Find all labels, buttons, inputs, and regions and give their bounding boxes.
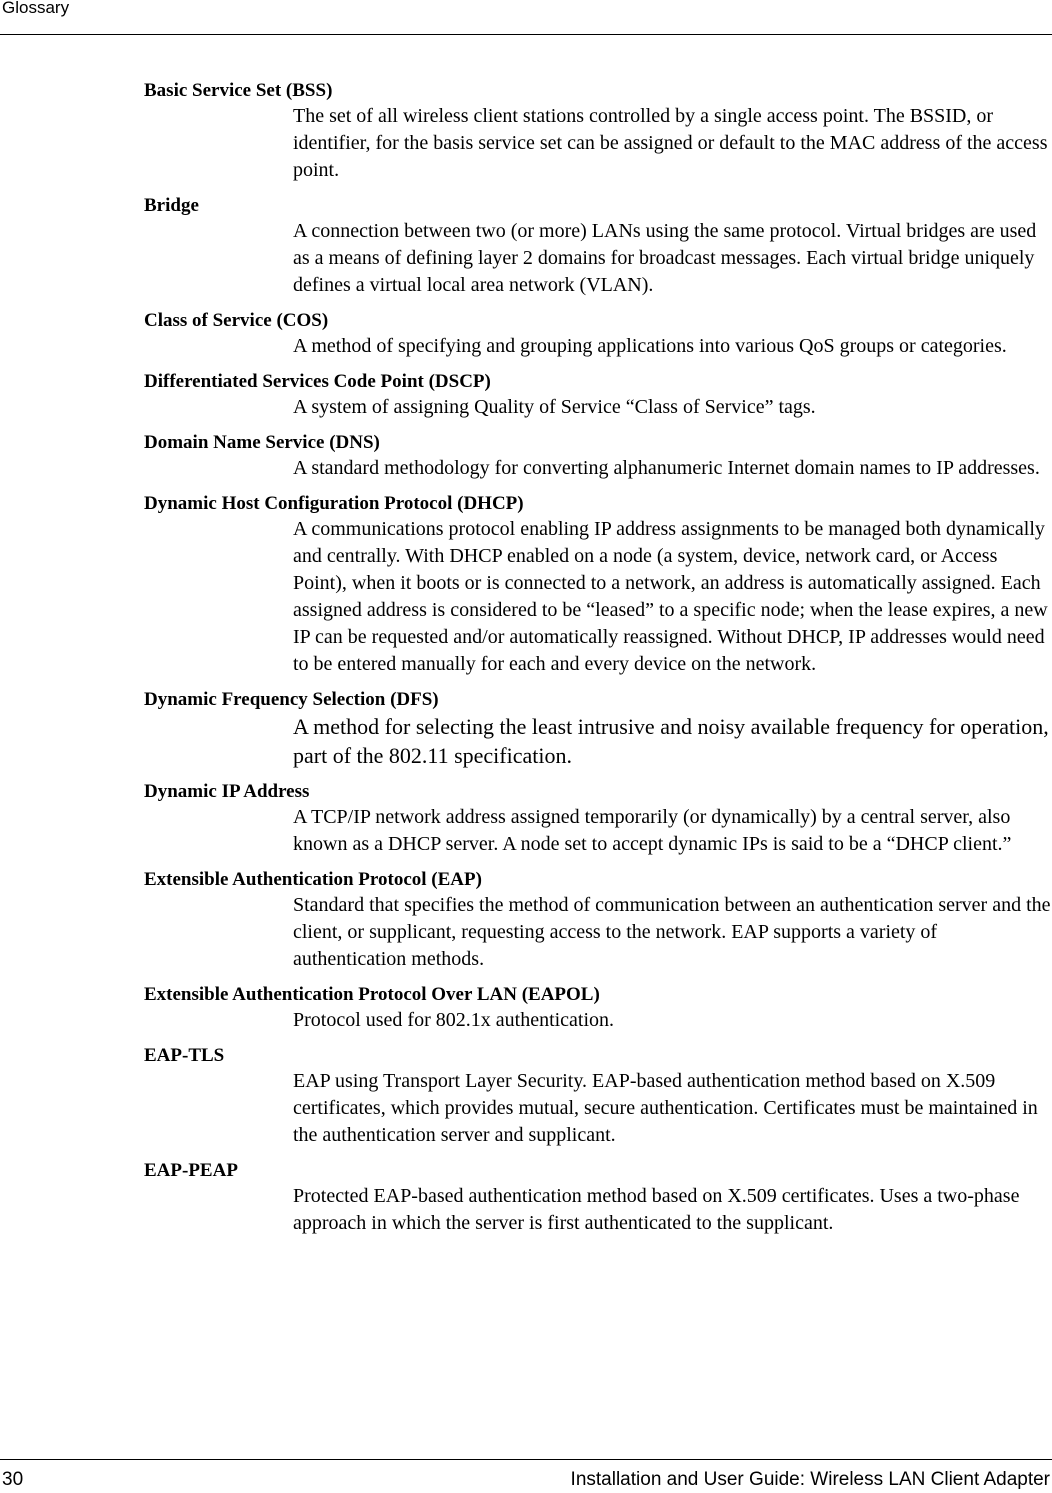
glossary-entry-dfs xyxy=(144,688,1050,770)
glossary-definition: EAP using Transport Layer Security. EAP-based authentication method based on X.509 certificates, which provides mutual, secure authentication. Certificates must be maintained in the authentication server and supplicant. xyxy=(293,1070,1038,1146)
glossary-entry-dhcp xyxy=(144,492,1050,678)
glossary-entry-eap-peap xyxy=(144,1159,1050,1237)
glossary-entry-dscp xyxy=(144,370,1050,421)
glossary-definition: A TCP/IP network address assigned temporarily (or dynamically) by a central server, also known as a DHCP server. A node set to accept dynamic IPs is said to be a “DHCP client.” xyxy=(293,806,1012,855)
glossary-term: Dynamic Host Configuration Protocol (DHCP) xyxy=(144,493,524,514)
glossary-definition: Protocol used for 802.1x authentication. xyxy=(293,1009,615,1031)
page-footer xyxy=(0,1459,1052,1493)
glossary-term: Class of Service (COS) xyxy=(144,310,329,331)
glossary-definition: Protected EAP-based authentication method based on X.509 certificates. Uses a two-phase approach in which the server is first authenticated to the supplicant. xyxy=(293,1185,1020,1234)
glossary-term: EAP-TLS xyxy=(144,1045,225,1066)
glossary-definition: A connection between two (or more) LANs using the same protocol. Virtual bridges are used as a means of defining layer 2 domains for broadcast messages. Each virtual bridge uniquely defines a virtual local area network (VLAN). xyxy=(293,220,1037,296)
glossary-entry-dynamic-ip xyxy=(144,780,1050,858)
glossary-definition: A method of specifying and grouping applications into various QoS groups or categories. xyxy=(293,335,1007,357)
glossary-term: Extensible Authentication Protocol Over LAN (EAPOL) xyxy=(144,984,600,1005)
glossary-definition: A method for selecting the least intrusive and noisy available frequency for operation, part of the 802.11 specification. xyxy=(293,714,1049,768)
document-title: Installation and User Guide: Wireless LAN Client Adapter xyxy=(570,1469,1050,1490)
glossary-term: Bridge xyxy=(144,195,199,216)
glossary-entry-bridge xyxy=(144,194,1050,299)
glossary-term: Dynamic IP Address xyxy=(144,781,310,802)
glossary-term: Extensible Authentication Protocol (EAP) xyxy=(144,869,482,890)
glossary-definition: Standard that specifies the method of communication between an authentication server and the client, or supplicant, requesting access to the network. EAP supports a variety of authentication methods. xyxy=(293,894,1051,970)
glossary-list xyxy=(144,79,1050,1247)
glossary-definition: A standard methodology for converting alphanumeric Internet domain names to IP addresses. xyxy=(293,457,1040,479)
glossary-entry-eapol xyxy=(144,983,1050,1034)
glossary-definition: The set of all wireless client stations controlled by a single access point. The BSSID, or identifier, for the basis service set can be assigned or default to the MAC address of the access point. xyxy=(293,105,1048,181)
glossary-entry-cos xyxy=(144,309,1050,360)
glossary-definition: A communications protocol enabling IP address assignments to be managed both dynamically and centrally. With DHCP enabled on a node (a system, device, network card, or Access Point), when it boots or is connected to a network, an address is automatically assigned. Each assigned address is considered to be “leased” to a specific node; when the lease expires, a new IP can be requested and/or automatically reassigned. Without DHCP, IP addresses would need to be entered manually for each and every device on the network. xyxy=(293,518,1048,675)
glossary-entry-eap xyxy=(144,868,1050,973)
glossary-term: Dynamic Frequency Selection (DFS) xyxy=(144,689,439,710)
glossary-entry-dns xyxy=(144,431,1050,482)
header-title: Glossary xyxy=(2,0,70,17)
page-header xyxy=(0,0,1052,35)
glossary-definition: A system of assigning Quality of Service “Class of Service” tags. xyxy=(293,396,816,418)
glossary-term: EAP-PEAP xyxy=(144,1160,238,1181)
glossary-entry-eap-tls xyxy=(144,1044,1050,1149)
glossary-entry-bss xyxy=(144,79,1050,184)
glossary-term: Domain Name Service (DNS) xyxy=(144,432,380,453)
page-number: 30 xyxy=(2,1469,24,1490)
glossary-term: Differentiated Services Code Point (DSCP) xyxy=(144,371,491,392)
glossary-term: Basic Service Set (BSS) xyxy=(144,80,333,101)
